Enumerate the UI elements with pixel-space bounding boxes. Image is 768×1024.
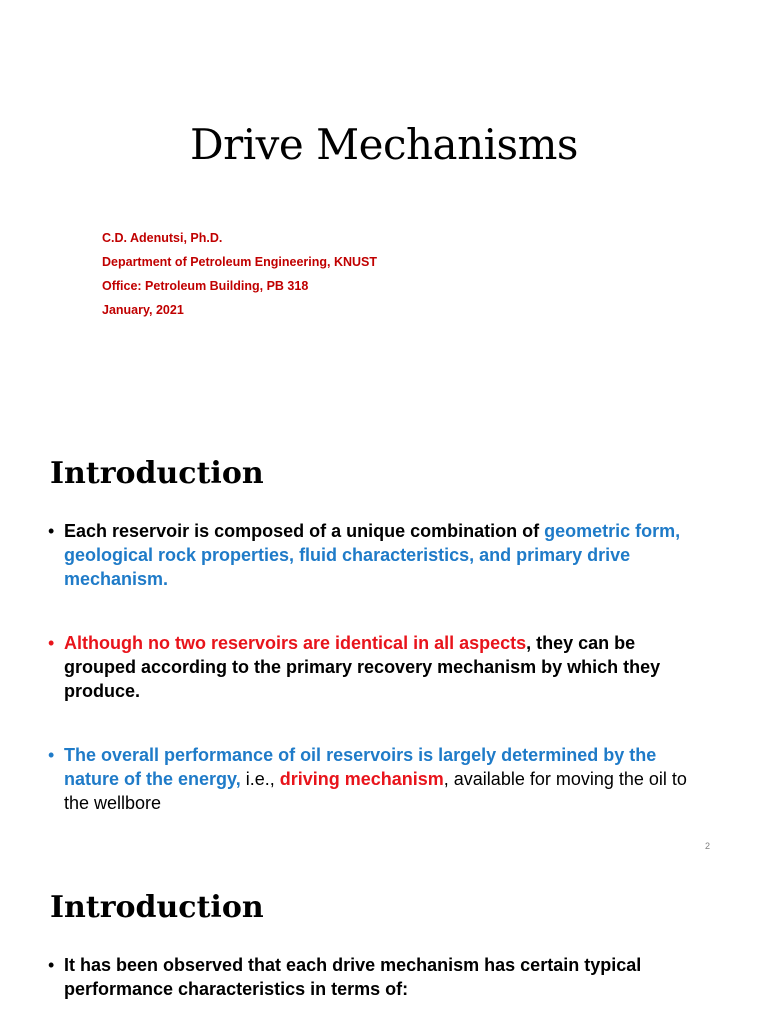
bullet-text: Each reservoir is composed of a unique combination of: [64, 521, 545, 541]
bullet-emphasis-blue: The overall performance of oil reservoirs is largely determined by the nature of the energy,: [64, 745, 657, 789]
introduction-slide-2: [0, 864, 768, 1024]
bullet-item-performance-characteristics: [48, 953, 698, 1001]
bullet-marker: •: [48, 521, 55, 541]
title-slide: [0, 0, 768, 432]
bullet-text: , they can be grouped according to the primary recovery mechanism by which they produce.: [64, 633, 661, 701]
bullet-marker: •: [48, 633, 55, 653]
bullet-text: i.e.,: [240, 769, 280, 789]
slide-heading: Introduction: [50, 456, 264, 491]
introduction-slide-1: [0, 432, 768, 864]
bullet-marker: •: [48, 955, 55, 975]
author-info: [102, 230, 377, 326]
bullet-item-reservoir-grouping: [48, 631, 698, 703]
page-number: 2: [704, 841, 710, 851]
bullet-emphasis-blue: geometric form, geological rock properties, fluid characteristics, and primary drive mechanism.: [64, 521, 681, 589]
bullet-item-reservoir-performance: [48, 743, 698, 815]
bullet-item-reservoir-composition: [48, 519, 698, 591]
bullet-text: , available for moving the oil to the wellbore: [64, 769, 687, 813]
slide-heading: Introduction: [50, 890, 264, 925]
bullet-marker: •: [48, 745, 55, 765]
bullet-emphasis-red: Although no two reservoirs are identical in all aspects: [64, 633, 527, 653]
author-name: C.D. Adenutsi, Ph.D.: [102, 231, 223, 245]
presentation-title: Drive Mechanisms: [189, 120, 578, 169]
bullet-list: [48, 519, 698, 815]
bullet-list: [48, 953, 698, 1001]
author-department: Department of Petroleum Engineering, KNUST: [102, 255, 378, 269]
presentation-date: January, 2021: [102, 303, 184, 317]
author-office: Office: Petroleum Building, PB 318: [102, 279, 309, 293]
bullet-emphasis-red: driving mechanism: [279, 769, 444, 789]
bullet-text: It has been observed that each drive mechanism has certain typical performance characteristics in terms of:: [64, 955, 642, 999]
